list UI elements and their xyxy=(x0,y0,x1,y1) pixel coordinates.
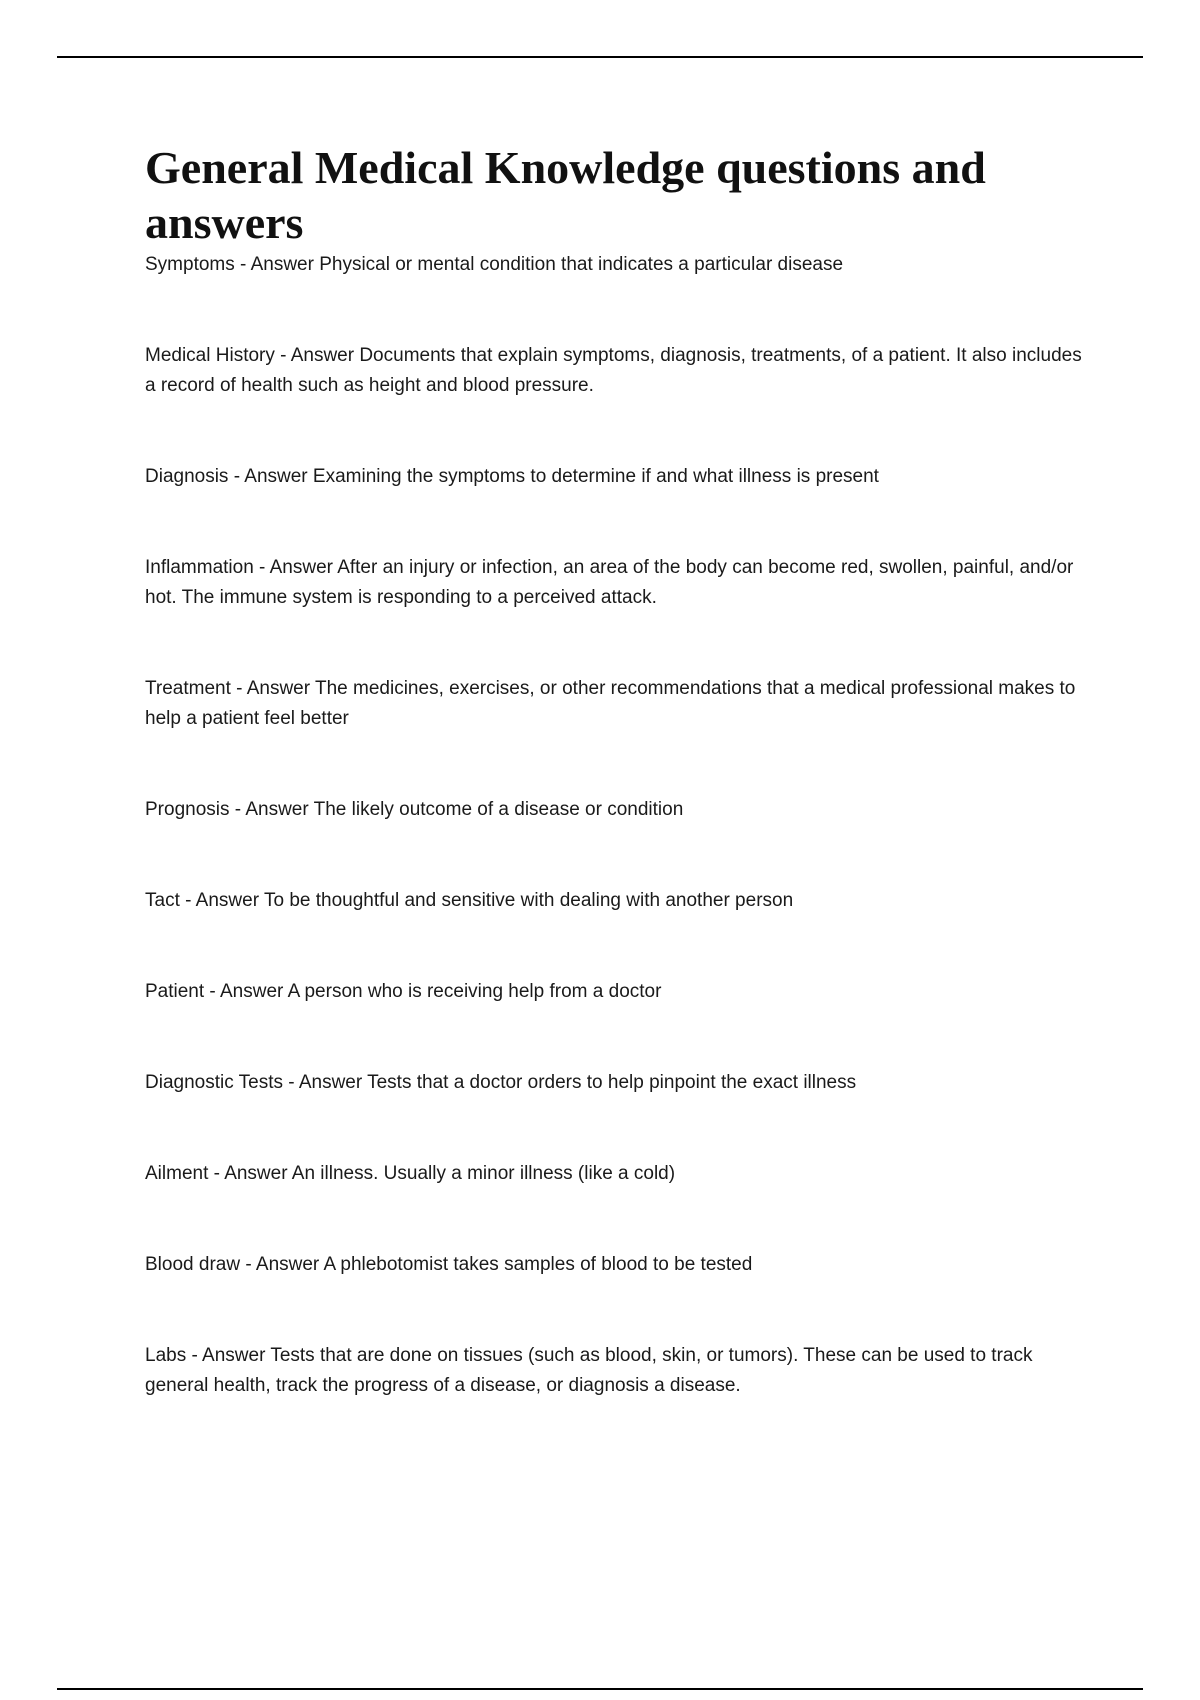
page-title: General Medical Knowledge questions and answers xyxy=(145,142,986,248)
qa-item-diagnosis: Diagnosis - Answer Examining the symptoms to determine if and what illness is present xyxy=(145,466,879,487)
document-body xyxy=(145,140,1095,1401)
qa-item-symptoms: Symptoms - Answer Physical or mental condition that indicates a particular disease xyxy=(145,254,844,275)
top-divider xyxy=(57,56,1143,58)
qa-item-inflammation: Inflammation - Answer After an injury or infection, an area of the body can become red, swollen, painful, and/or hot. The immune system is responding to a perceived attack. xyxy=(145,557,1074,608)
qa-item-medical-history: Medical History - Answer Documents that explain symptoms, diagnosis, treatments, of a patient. It also includes a record of health such as height and blood pressure. xyxy=(145,345,1082,396)
qa-list xyxy=(145,250,1095,1401)
qa-item-blood-draw: Blood draw - Answer A phlebotomist takes samples of blood to be tested xyxy=(145,1254,753,1275)
qa-item-prognosis: Prognosis - Answer The likely outcome of a disease or condition xyxy=(145,799,684,820)
qa-item-diagnostic-tests: Diagnostic Tests - Answer Tests that a doctor orders to help pinpoint the exact illness xyxy=(145,1072,857,1093)
bottom-divider xyxy=(57,1688,1143,1690)
qa-item-labs: Labs - Answer Tests that are done on tissues (such as blood, skin, or tumors). These can be used to track general health, track the progress of a disease, or diagnosis a disease. xyxy=(145,1345,1033,1396)
qa-item-tact: Tact - Answer To be thoughtful and sensitive with dealing with another person xyxy=(145,890,794,911)
qa-item-ailment: Ailment - Answer An illness. Usually a minor illness (like a cold) xyxy=(145,1163,676,1184)
qa-item-patient: Patient - Answer A person who is receiving help from a doctor xyxy=(145,981,662,1002)
qa-item-treatment: Treatment - Answer The medicines, exercises, or other recommendations that a medical professional makes to help a patient feel better xyxy=(145,678,1076,729)
